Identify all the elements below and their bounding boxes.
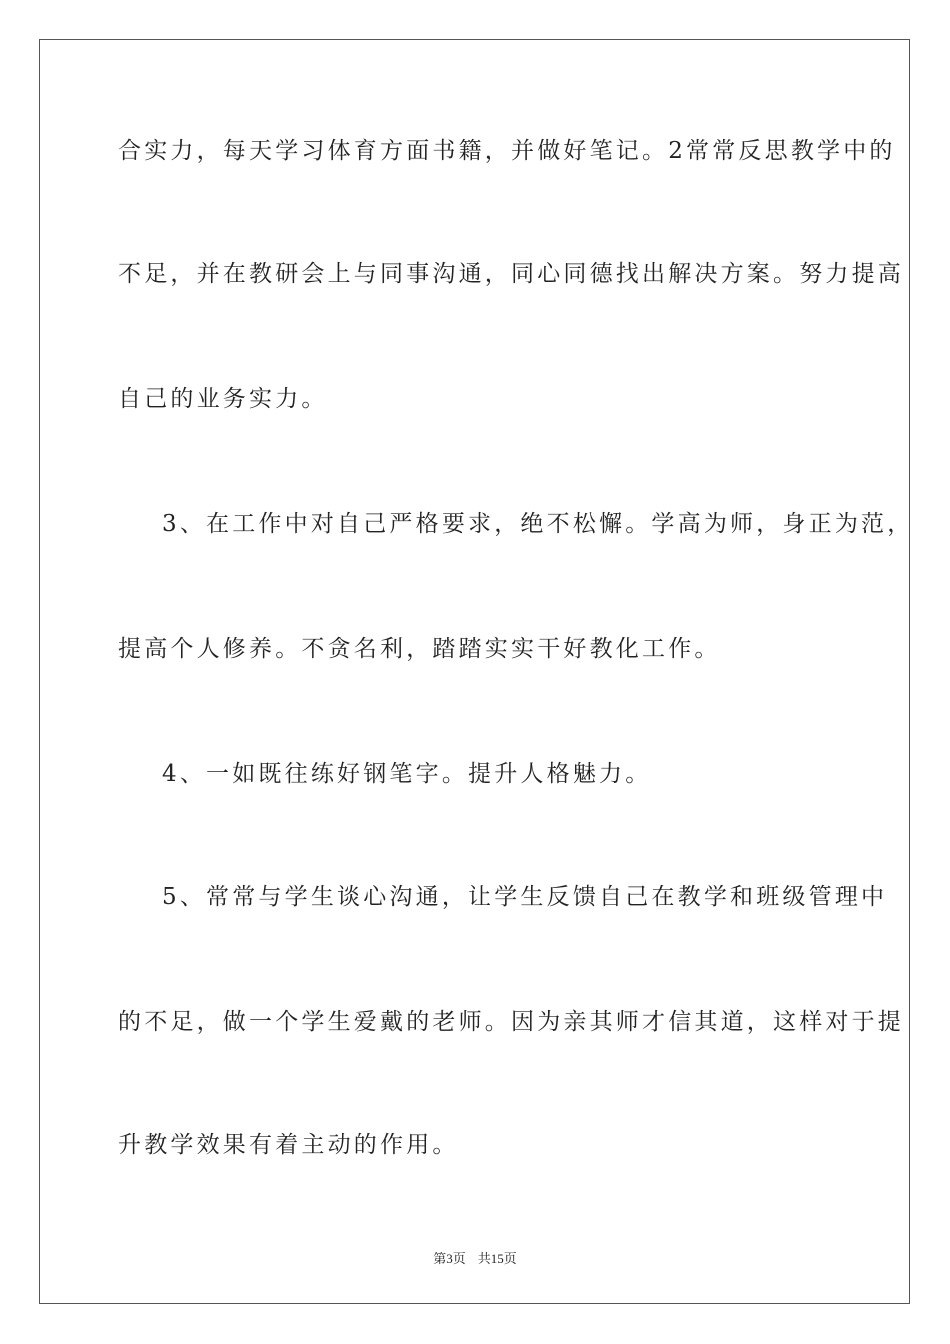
body-text-line: 3、在工作中对自己严格要求，绝不松懈。学高为师，身正为范， [162,511,914,537]
body-text-line: 提高个人修养。不贪名利，踏踏实实干好教化工作。 [118,636,721,662]
page-footer [0,1248,950,1267]
body-text-line: 合实力，每天学习体育方面书籍，并做好笔记。2常常反思教学中的 [118,138,896,164]
body-text-line: 不足，并在教研会上与同事沟通，同心同德找出解决方案。努力提高 [118,261,904,287]
page-border [39,39,910,1304]
body-text-line: 4、一如既往练好钢笔字。提升人格魅力。 [162,761,652,787]
page-total: 共15页 [477,1251,517,1266]
body-text-line: 升教学效果有着主动的作用。 [118,1132,459,1158]
body-text-line: 的不足，做一个学生爱戴的老师。因为亲其师才信其道，这样对于提 [118,1009,904,1035]
page-number: 第3页 [433,1251,466,1266]
body-text-line: 自己的业务实力。 [118,386,328,412]
body-text-line: 5、常常与学生谈心沟通，让学生反馈自己在教学和班级管理中 [162,884,888,910]
